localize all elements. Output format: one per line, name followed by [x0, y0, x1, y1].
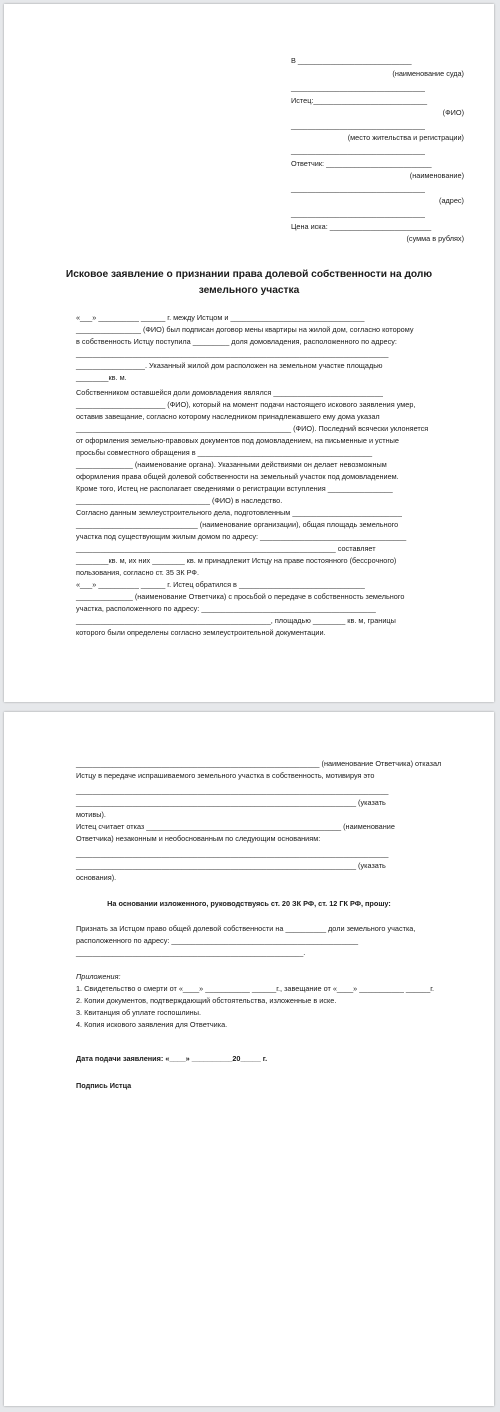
body-line: Собственником оставшейся доли домовладения являлся ___________________________: [76, 388, 383, 397]
body-line: Ответчика) незаконным и необоснованным по следующим основаниям:: [76, 834, 321, 843]
body-line: основания).: [76, 873, 117, 882]
body-line: ____________________________________________________________ (наименование Ответчика) отказал: [76, 759, 442, 768]
header-line: _________________________________: [291, 146, 425, 155]
body-line: ________кв. м, их них ________ кв. м принадлежит Истцу на праве постоянного (бессрочного): [76, 556, 397, 565]
body-line: ________кв. м.: [76, 373, 127, 382]
body-line: которого были определены согласно землеустроительной документации.: [76, 628, 326, 637]
body-line: Истцу в передаче испрашиваемого земельного участка в собственность, мотивируя это: [76, 771, 375, 780]
body-line: _____________________________________________________ (ФИО). Последний всячески уклоняется: [76, 424, 429, 433]
request-line: ________________________________________________________.: [76, 948, 306, 957]
body-line: участка, расположенного по адресу: ___________________________________________: [76, 604, 376, 613]
body-line: Согласно данным землеустроительного дела, подготовленным ___________________________: [76, 508, 402, 517]
body-line: ________________________________________________, площадью ________ кв. м, границы: [76, 616, 396, 625]
header-caption: (адрес): [439, 196, 464, 205]
body-line: _____________________________________________________________________________: [76, 849, 389, 858]
header-line: _________________________________: [291, 184, 425, 193]
body-line: _____________________________________________________________________________: [76, 349, 389, 358]
body-line: участка под существующим жилым домом по адресу: ____________________________________: [76, 532, 407, 541]
header-caption: (сумма в рублях): [406, 234, 464, 243]
header-line: _________________________________: [291, 209, 425, 218]
body-line: «___» __________ ______ г. Истец обратился в _______________________________: [76, 580, 365, 589]
body-line: «___» __________ ______ г. между Истцом и _________________________________: [76, 313, 365, 322]
attachment-item: 1. Свидетельство о смерти от «____» ___________ ______г., завещание от «____» ___________ ______г.: [76, 984, 435, 993]
body-line: мотивы).: [76, 810, 106, 819]
body-line: от оформления земельно-правовых документов под домовладением, на письменные и устные: [76, 436, 399, 445]
header-line: _________________________________: [291, 83, 425, 92]
attachment-item: 2. Копии документов, подтверждающий обстоятельства, изложенные в иске.: [76, 996, 337, 1005]
body-line: ______________ (наименование органа). Указанными действиями он делает невозможным: [76, 460, 387, 469]
body-line: оставив завещание, согласно которому наследником принадлежавшего ему дома указал: [76, 412, 380, 421]
header-caption: (наименование суда): [392, 69, 464, 78]
signature-line: Подпись Истца: [76, 1081, 132, 1090]
body-line: оформления права общей долевой собственности на земельный участок под домовладением.: [76, 472, 399, 481]
header-line: _________________________________: [291, 121, 425, 130]
body-line: Истец считает отказ ________________________________________________ (наименование: [76, 822, 395, 831]
document-page-1: [4, 4, 494, 702]
body-line: ________________________________________________________________ составляет: [76, 544, 376, 553]
body-line: ______________ (наименование Ответчика) с просьбой о передаче в собственность земельного: [76, 592, 405, 601]
body-line: _________________. Указанный жилой дом расположен на земельном участке площадью: [76, 361, 383, 370]
document-title: земельного участка: [198, 285, 300, 296]
request-heading: На основании изложенного, руководствуясь ст. 20 ЗК РФ, ст. 12 ГК РФ, прошу:: [107, 899, 391, 908]
body-line: пользования, согласно ст. 35 ЗК РФ.: [76, 568, 199, 577]
body-line: _____________________________________________________________________________: [76, 786, 389, 795]
header-line: Ответчик: __________________________: [291, 159, 432, 168]
header-line: Цена иска: _________________________: [291, 222, 432, 231]
document-page-2: [4, 712, 494, 1406]
body-line: Кроме того, Истец не располагает сведениями о регистрации вступления ________________: [76, 484, 393, 493]
request-line: Признать за Истцом право общей долевой собственности на __________ доли земельного участка,: [76, 924, 416, 933]
body-line: в собственность Истцу поступила _________ доля домовладения, расположенного по адресу:: [76, 337, 397, 346]
body-line: ________________ (ФИО) был подписан договор мены квартиры на жилой дом, согласно которому: [76, 325, 414, 334]
body-line: ______________________ (ФИО), который на момент подачи настоящего искового заявления умер,: [76, 400, 416, 409]
body-line: ______________________________ (наименование организации), общая площадь земельного: [76, 520, 399, 529]
document-title: Исковое заявление о признании права долевой собственности на долю: [65, 269, 433, 280]
header-line: Истец:____________________________: [291, 96, 428, 105]
header-caption: (место жительства и регистрации): [347, 133, 464, 142]
header-caption: (наименование): [409, 171, 464, 180]
attachments-heading: Приложения:: [76, 972, 121, 981]
body-line: _____________________________________________________________________ (указать: [76, 798, 386, 807]
attachment-item: 4. Копия искового заявления для Ответчика.: [76, 1020, 228, 1029]
request-line: расположенного по адресу: ______________________________________________: [76, 936, 359, 945]
body-line: просьбы совместного обращения в ___________________________________________: [76, 448, 373, 457]
body-line: _________________________________ (ФИО) в наследство.: [76, 496, 283, 505]
body-line: _____________________________________________________________________ (указать: [76, 861, 386, 870]
header-caption: (ФИО): [442, 108, 464, 117]
attachment-item: 3. Квитанция об уплате госпошлины.: [76, 1008, 201, 1017]
header-line: В ____________________________: [291, 56, 412, 65]
filing-date-line: Дата подачи заявления: «____» __________20_____ г.: [76, 1054, 268, 1063]
